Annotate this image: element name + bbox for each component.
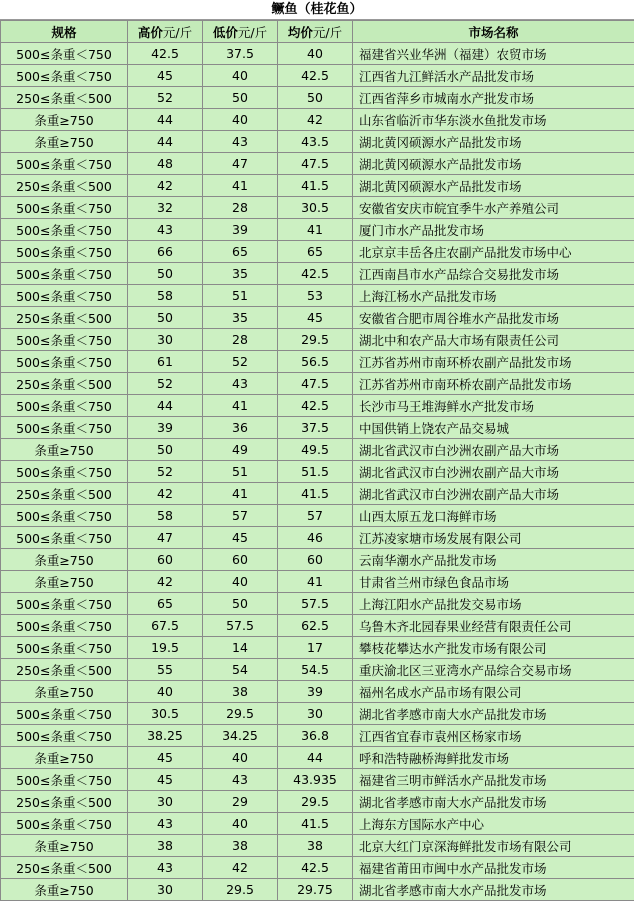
cell-low-price: 43: [203, 131, 278, 153]
cell-market-name: 重庆渝北区三亚湾水产品综合交易市场: [353, 659, 634, 681]
cell-market-name: 福建省三明市鲜活水产品批发市场: [353, 769, 634, 791]
cell-low-price: 28: [203, 329, 278, 351]
cell-market-name: 湖北省武汉市白沙洲农副产品大市场: [353, 483, 634, 505]
header-low-label: 低价: [213, 25, 238, 40]
table-row: [1, 373, 634, 395]
header-avg-label: 均价: [288, 25, 313, 40]
cell-avg-price: 51.5: [278, 461, 353, 483]
cell-market-name: 北京京丰岳各庄农副产品批发市场中心: [353, 241, 634, 263]
table-row: [1, 461, 634, 483]
cell-avg-price: 57: [278, 505, 353, 527]
cell-spec: 250≤条重＜500: [1, 307, 128, 329]
table-row: [1, 285, 634, 307]
header-avg-unit: 元/斤: [313, 25, 342, 40]
table-row: [1, 615, 634, 637]
table-row: [1, 527, 634, 549]
cell-low-price: 40: [203, 813, 278, 835]
cell-market-name: 乌鲁木齐北园春果业经营有限责任公司: [353, 615, 634, 637]
cell-low-price: 37.5: [203, 43, 278, 65]
cell-high-price: 50: [128, 439, 203, 461]
cell-market-name: 湖北黄冈硕源水产品批发市场: [353, 175, 634, 197]
header-low: [203, 21, 278, 43]
cell-spec: 500≤条重＜750: [1, 615, 128, 637]
cell-high-price: 32: [128, 197, 203, 219]
cell-low-price: 50: [203, 593, 278, 615]
table-row: [1, 637, 634, 659]
cell-spec: 500≤条重＜750: [1, 725, 128, 747]
cell-low-price: 54: [203, 659, 278, 681]
cell-high-price: 38: [128, 835, 203, 857]
table-row: [1, 175, 634, 197]
cell-avg-price: 30: [278, 703, 353, 725]
cell-spec: 500≤条重＜750: [1, 417, 128, 439]
cell-avg-price: 42.5: [278, 395, 353, 417]
table-row: [1, 725, 634, 747]
table-row: [1, 87, 634, 109]
cell-low-price: 41: [203, 483, 278, 505]
cell-spec: 条重≥750: [1, 681, 128, 703]
cell-low-price: 60: [203, 549, 278, 571]
cell-low-price: 40: [203, 109, 278, 131]
cell-high-price: 43: [128, 219, 203, 241]
cell-avg-price: 42: [278, 109, 353, 131]
cell-avg-price: 54.5: [278, 659, 353, 681]
cell-market-name: 湖北省孝感市南大水产品批发市场: [353, 791, 634, 813]
table-row: [1, 813, 634, 835]
cell-high-price: 43: [128, 857, 203, 879]
cell-avg-price: 29.75: [278, 879, 353, 901]
table-row: [1, 109, 634, 131]
table-row: [1, 659, 634, 681]
header-row: [1, 21, 634, 43]
cell-low-price: 52: [203, 351, 278, 373]
cell-market-name: 山西太原五龙口海鲜市场: [353, 505, 634, 527]
cell-spec: 条重≥750: [1, 109, 128, 131]
cell-market-name: 湖北省武汉市白沙洲农副产品大市场: [353, 461, 634, 483]
table-row: [1, 857, 634, 879]
cell-spec: 250≤条重＜500: [1, 175, 128, 197]
cell-avg-price: 41: [278, 571, 353, 593]
cell-market-name: 呼和浩特融桥海鲜批发市场: [353, 747, 634, 769]
cell-high-price: 19.5: [128, 637, 203, 659]
cell-spec: 条重≥750: [1, 571, 128, 593]
cell-low-price: 40: [203, 571, 278, 593]
header-high: [128, 21, 203, 43]
cell-spec: 500≤条重＜750: [1, 263, 128, 285]
cell-low-price: 45: [203, 527, 278, 549]
cell-avg-price: 30.5: [278, 197, 353, 219]
header-high-unit: 元/斤: [163, 25, 192, 40]
cell-low-price: 38: [203, 681, 278, 703]
table-row: [1, 307, 634, 329]
cell-avg-price: 43.935: [278, 769, 353, 791]
table-row: [1, 263, 634, 285]
cell-high-price: 55: [128, 659, 203, 681]
cell-market-name: 中国供销上饶农产品交易城: [353, 417, 634, 439]
header-market: 市场名称: [353, 21, 634, 43]
cell-low-price: 43: [203, 373, 278, 395]
cell-avg-price: 38: [278, 835, 353, 857]
cell-high-price: 30: [128, 329, 203, 351]
cell-spec: 500≤条重＜750: [1, 351, 128, 373]
cell-low-price: 38: [203, 835, 278, 857]
cell-spec: 条重≥750: [1, 549, 128, 571]
cell-avg-price: 41.5: [278, 813, 353, 835]
cell-spec: 500≤条重＜750: [1, 395, 128, 417]
cell-high-price: 44: [128, 131, 203, 153]
cell-market-name: 攀枝花攀达水产批发市场有限公司: [353, 637, 634, 659]
cell-avg-price: 60: [278, 549, 353, 571]
cell-market-name: 江苏省苏州市南环桥农副产品批发市场: [353, 351, 634, 373]
table-row: [1, 219, 634, 241]
cell-low-price: 40: [203, 65, 278, 87]
cell-avg-price: 49.5: [278, 439, 353, 461]
cell-spec: 500≤条重＜750: [1, 285, 128, 307]
cell-spec: 条重≥750: [1, 835, 128, 857]
cell-high-price: 30: [128, 791, 203, 813]
cell-spec: 条重≥750: [1, 131, 128, 153]
cell-low-price: 35: [203, 263, 278, 285]
cell-high-price: 40: [128, 681, 203, 703]
cell-market-name: 江西省宜春市袁州区杨家市场: [353, 725, 634, 747]
cell-high-price: 50: [128, 263, 203, 285]
cell-high-price: 44: [128, 395, 203, 417]
table-row: [1, 329, 634, 351]
cell-spec: 250≤条重＜500: [1, 87, 128, 109]
cell-low-price: 51: [203, 285, 278, 307]
cell-avg-price: 56.5: [278, 351, 353, 373]
cell-high-price: 50: [128, 307, 203, 329]
cell-avg-price: 44: [278, 747, 353, 769]
cell-market-name: 江苏省苏州市南环桥农副产品批发市场: [353, 373, 634, 395]
cell-avg-price: 37.5: [278, 417, 353, 439]
cell-high-price: 58: [128, 505, 203, 527]
cell-low-price: 35: [203, 307, 278, 329]
cell-market-name: 湖北黄冈硕源水产品批发市场: [353, 153, 634, 175]
cell-market-name: 厦门市水产品批发市场: [353, 219, 634, 241]
table-row: [1, 879, 634, 901]
cell-spec: 250≤条重＜500: [1, 857, 128, 879]
table-row: [1, 769, 634, 791]
cell-spec: 250≤条重＜500: [1, 483, 128, 505]
cell-avg-price: 42.5: [278, 65, 353, 87]
cell-spec: 250≤条重＜500: [1, 791, 128, 813]
cell-market-name: 安徽省合肥市周谷堆水产品批发市场: [353, 307, 634, 329]
cell-avg-price: 65: [278, 241, 353, 263]
cell-spec: 条重≥750: [1, 879, 128, 901]
cell-avg-price: 57.5: [278, 593, 353, 615]
cell-low-price: 40: [203, 747, 278, 769]
cell-avg-price: 43.5: [278, 131, 353, 153]
cell-spec: 250≤条重＜500: [1, 659, 128, 681]
cell-high-price: 58: [128, 285, 203, 307]
cell-avg-price: 41: [278, 219, 353, 241]
cell-high-price: 45: [128, 65, 203, 87]
cell-high-price: 61: [128, 351, 203, 373]
cell-avg-price: 50: [278, 87, 353, 109]
cell-market-name: 福建省莆田市闽中水产品批发市场: [353, 857, 634, 879]
cell-low-price: 36: [203, 417, 278, 439]
table-row: [1, 593, 634, 615]
table-row: [1, 703, 634, 725]
cell-spec: 500≤条重＜750: [1, 769, 128, 791]
table-row: [1, 153, 634, 175]
cell-low-price: 49: [203, 439, 278, 461]
sheet-title: 鳜鱼（桂花鱼）: [0, 0, 634, 20]
cell-market-name: 甘肃省兰州市绿色食品市场: [353, 571, 634, 593]
cell-high-price: 42: [128, 483, 203, 505]
cell-market-name: 上海东方国际水产中心: [353, 813, 634, 835]
table-row: [1, 791, 634, 813]
header-avg: [278, 21, 353, 43]
cell-spec: 500≤条重＜750: [1, 637, 128, 659]
cell-avg-price: 17: [278, 637, 353, 659]
cell-market-name: 云南华潮水产品批发市场: [353, 549, 634, 571]
cell-market-name: 江西南昌市水产品综合交易批发市场: [353, 263, 634, 285]
cell-avg-price: 42.5: [278, 857, 353, 879]
cell-high-price: 44: [128, 109, 203, 131]
cell-spec: 条重≥750: [1, 747, 128, 769]
cell-high-price: 45: [128, 769, 203, 791]
price-table: [0, 20, 634, 901]
table-row: [1, 417, 634, 439]
cell-spec: 500≤条重＜750: [1, 153, 128, 175]
cell-low-price: 41: [203, 395, 278, 417]
cell-market-name: 江苏凌家塘市场发展有限公司: [353, 527, 634, 549]
cell-spec: 250≤条重＜500: [1, 373, 128, 395]
cell-avg-price: 45: [278, 307, 353, 329]
cell-high-price: 30.5: [128, 703, 203, 725]
cell-high-price: 42: [128, 571, 203, 593]
table-row: [1, 131, 634, 153]
cell-low-price: 39: [203, 219, 278, 241]
cell-low-price: 28: [203, 197, 278, 219]
cell-high-price: 47: [128, 527, 203, 549]
cell-high-price: 42: [128, 175, 203, 197]
cell-avg-price: 36.8: [278, 725, 353, 747]
cell-low-price: 14: [203, 637, 278, 659]
cell-market-name: 湖北中和农产品大市场有限责任公司: [353, 329, 634, 351]
header-high-label: 高价: [138, 25, 163, 40]
table-row: [1, 241, 634, 263]
table-body: [1, 43, 634, 901]
cell-avg-price: 39: [278, 681, 353, 703]
table-row: [1, 43, 634, 65]
cell-low-price: 29: [203, 791, 278, 813]
table-row: [1, 395, 634, 417]
cell-market-name: 上海江杨水产品批发市场: [353, 285, 634, 307]
cell-high-price: 52: [128, 461, 203, 483]
table-row: [1, 505, 634, 527]
cell-low-price: 50: [203, 87, 278, 109]
table-row: [1, 439, 634, 461]
cell-market-name: 江西省九江鲜活水产品批发市场: [353, 65, 634, 87]
table-row: [1, 351, 634, 373]
cell-spec: 500≤条重＜750: [1, 43, 128, 65]
cell-avg-price: 29.5: [278, 791, 353, 813]
cell-high-price: 45: [128, 747, 203, 769]
cell-avg-price: 47.5: [278, 153, 353, 175]
cell-high-price: 52: [128, 373, 203, 395]
cell-high-price: 42.5: [128, 43, 203, 65]
cell-high-price: 39: [128, 417, 203, 439]
cell-market-name: 山东省临沂市华东淡水鱼批发市场: [353, 109, 634, 131]
cell-low-price: 47: [203, 153, 278, 175]
table-row: [1, 483, 634, 505]
cell-spec: 条重≥750: [1, 439, 128, 461]
cell-market-name: 福建省兴业华洲（福建）农贸市场: [353, 43, 634, 65]
cell-market-name: 湖北省孝感市南大水产品批发市场: [353, 703, 634, 725]
cell-high-price: 66: [128, 241, 203, 263]
header-spec: 规格: [1, 21, 128, 43]
table-row: [1, 747, 634, 769]
cell-low-price: 51: [203, 461, 278, 483]
table-row: [1, 549, 634, 571]
cell-low-price: 29.5: [203, 703, 278, 725]
cell-low-price: 65: [203, 241, 278, 263]
cell-spec: 500≤条重＜750: [1, 241, 128, 263]
cell-avg-price: 53: [278, 285, 353, 307]
cell-market-name: 湖北省武汉市白沙洲农副产品大市场: [353, 439, 634, 461]
cell-low-price: 34.25: [203, 725, 278, 747]
cell-spec: 500≤条重＜750: [1, 703, 128, 725]
cell-spec: 500≤条重＜750: [1, 197, 128, 219]
table-row: [1, 197, 634, 219]
cell-high-price: 48: [128, 153, 203, 175]
cell-low-price: 57.5: [203, 615, 278, 637]
cell-avg-price: 41.5: [278, 483, 353, 505]
cell-high-price: 67.5: [128, 615, 203, 637]
cell-avg-price: 47.5: [278, 373, 353, 395]
cell-market-name: 江西省萍乡市城南水产批发市场: [353, 87, 634, 109]
cell-low-price: 57: [203, 505, 278, 527]
cell-spec: 500≤条重＜750: [1, 461, 128, 483]
cell-high-price: 65: [128, 593, 203, 615]
cell-high-price: 38.25: [128, 725, 203, 747]
cell-avg-price: 46: [278, 527, 353, 549]
header-low-unit: 元/斤: [238, 25, 267, 40]
cell-low-price: 42: [203, 857, 278, 879]
cell-avg-price: 41.5: [278, 175, 353, 197]
cell-high-price: 60: [128, 549, 203, 571]
cell-market-name: 湖北黄冈硕源水产品批发市场: [353, 131, 634, 153]
cell-avg-price: 42.5: [278, 263, 353, 285]
cell-spec: 500≤条重＜750: [1, 329, 128, 351]
cell-avg-price: 29.5: [278, 329, 353, 351]
cell-spec: 500≤条重＜750: [1, 813, 128, 835]
cell-spec: 500≤条重＜750: [1, 219, 128, 241]
cell-low-price: 43: [203, 769, 278, 791]
cell-high-price: 30: [128, 879, 203, 901]
cell-high-price: 43: [128, 813, 203, 835]
cell-market-name: 湖北省孝感市南大水产品批发市场: [353, 879, 634, 901]
cell-high-price: 52: [128, 87, 203, 109]
cell-spec: 500≤条重＜750: [1, 505, 128, 527]
table-row: [1, 571, 634, 593]
cell-avg-price: 40: [278, 43, 353, 65]
table-row: [1, 65, 634, 87]
cell-market-name: 安徽省安庆市皖宜季牛水产养殖公司: [353, 197, 634, 219]
cell-market-name: 北京大红门京深海鲜批发市场有限公司: [353, 835, 634, 857]
cell-market-name: 长沙市马王堆海鲜水产批发市场: [353, 395, 634, 417]
cell-low-price: 29.5: [203, 879, 278, 901]
cell-spec: 500≤条重＜750: [1, 65, 128, 87]
cell-market-name: 上海江阳水产品批发交易市场: [353, 593, 634, 615]
table-row: [1, 835, 634, 857]
cell-market-name: 福州名成水产品市场有限公司: [353, 681, 634, 703]
table-row: [1, 681, 634, 703]
cell-spec: 500≤条重＜750: [1, 593, 128, 615]
cell-low-price: 41: [203, 175, 278, 197]
cell-avg-price: 62.5: [278, 615, 353, 637]
cell-spec: 500≤条重＜750: [1, 527, 128, 549]
